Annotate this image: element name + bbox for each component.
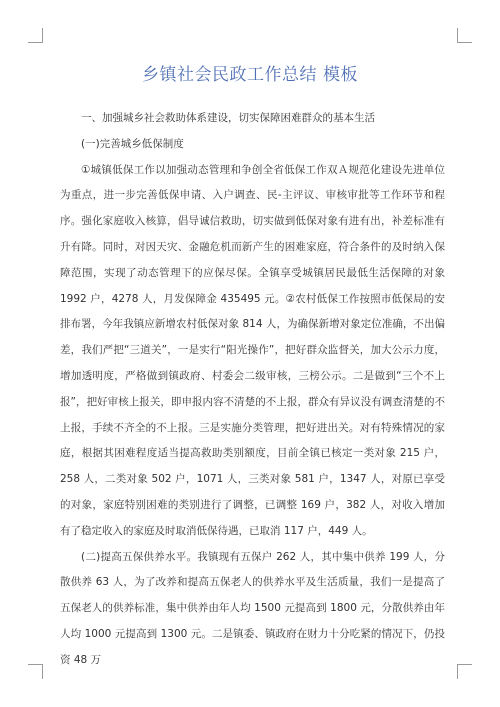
section-heading: 一、加强城乡社会救助体系建设，切实保障困难群众的基本生活 — [81, 112, 375, 124]
crop-mark-bottom-right — [457, 664, 472, 679]
document-body — [60, 106, 445, 674]
document-title: 乡镇社会民政工作总结 模板 — [142, 65, 358, 85]
crop-mark-bottom-left — [28, 664, 43, 679]
paragraph-low-income-security: ①城镇低保工作以加强动态管理和争创全省低保工作双Ａ规范化建设先进单位为重点，进一步完善低保申请、入户调查、民-主评议、审核审批等工作环节和程序。强化家庭收入核算，倡导诚信救助，切实做到低保对象有进有出，补差标准有升有降。同时，对因天灾、金融危机而新产生的困难家庭，符合条件的及时纳入保障范围，实现了动态管理下的应保尽保。全镇享受城镇居民最低生活保障的对象 1992 户，4278 人，月发保障金 435495 元。②农村低保工作按照市低保局的安排布署，今年我镇应新增农村低保对象 814 人，为确保新增对象定位准确，不出偏差，我们严把“三道关”，一是实行“阳光操作”，把好群众监督关，加大公示力度，增加透明度，严格做到镇政府、村委会二级审核，三榜公示。二是做到“三个不上报”，把好审核上报关，即申报内容不清楚的不上报，群众有异议没有调查清楚的不上报，手续不齐全的不上报。三是实施分类管理，把好进出关。对有特殊情况的家庭，根据其困难程度适当提高救助类别额度，目前全镇已核定一类对象 215 户，258 人，二类对象 502 户，1071 人，三类对象 581 户，1347 人，对原已享受的对象，家庭特别困难的类别进行了调整，已调整 169 户，382 人，对收入增加有了稳定收入的家庭及时取消低保待遇，已取消 117 户，449 人。 — [60, 163, 445, 537]
crop-mark-top-left — [28, 28, 43, 43]
crop-mark-top-right — [457, 28, 472, 43]
subsection-heading: (一)完善城乡低保制度 — [81, 137, 184, 150]
paragraph-five-guarantee-support: (二)提高五保供养水平。我镇现有五保户 262 人，其中集中供养 199 人，分散供养 63 人，为了改养和提高五保老人的供养水平及生活质量，我们一是提高了五保老人的供养标准，集中供养由年人均 1500 元提高到 1800 元，分散供养由年人均 1000 元提高到 1300 元。二是镇委、镇政府在财力十分吃紧的情况下，仍投资 48 万 — [60, 550, 445, 666]
